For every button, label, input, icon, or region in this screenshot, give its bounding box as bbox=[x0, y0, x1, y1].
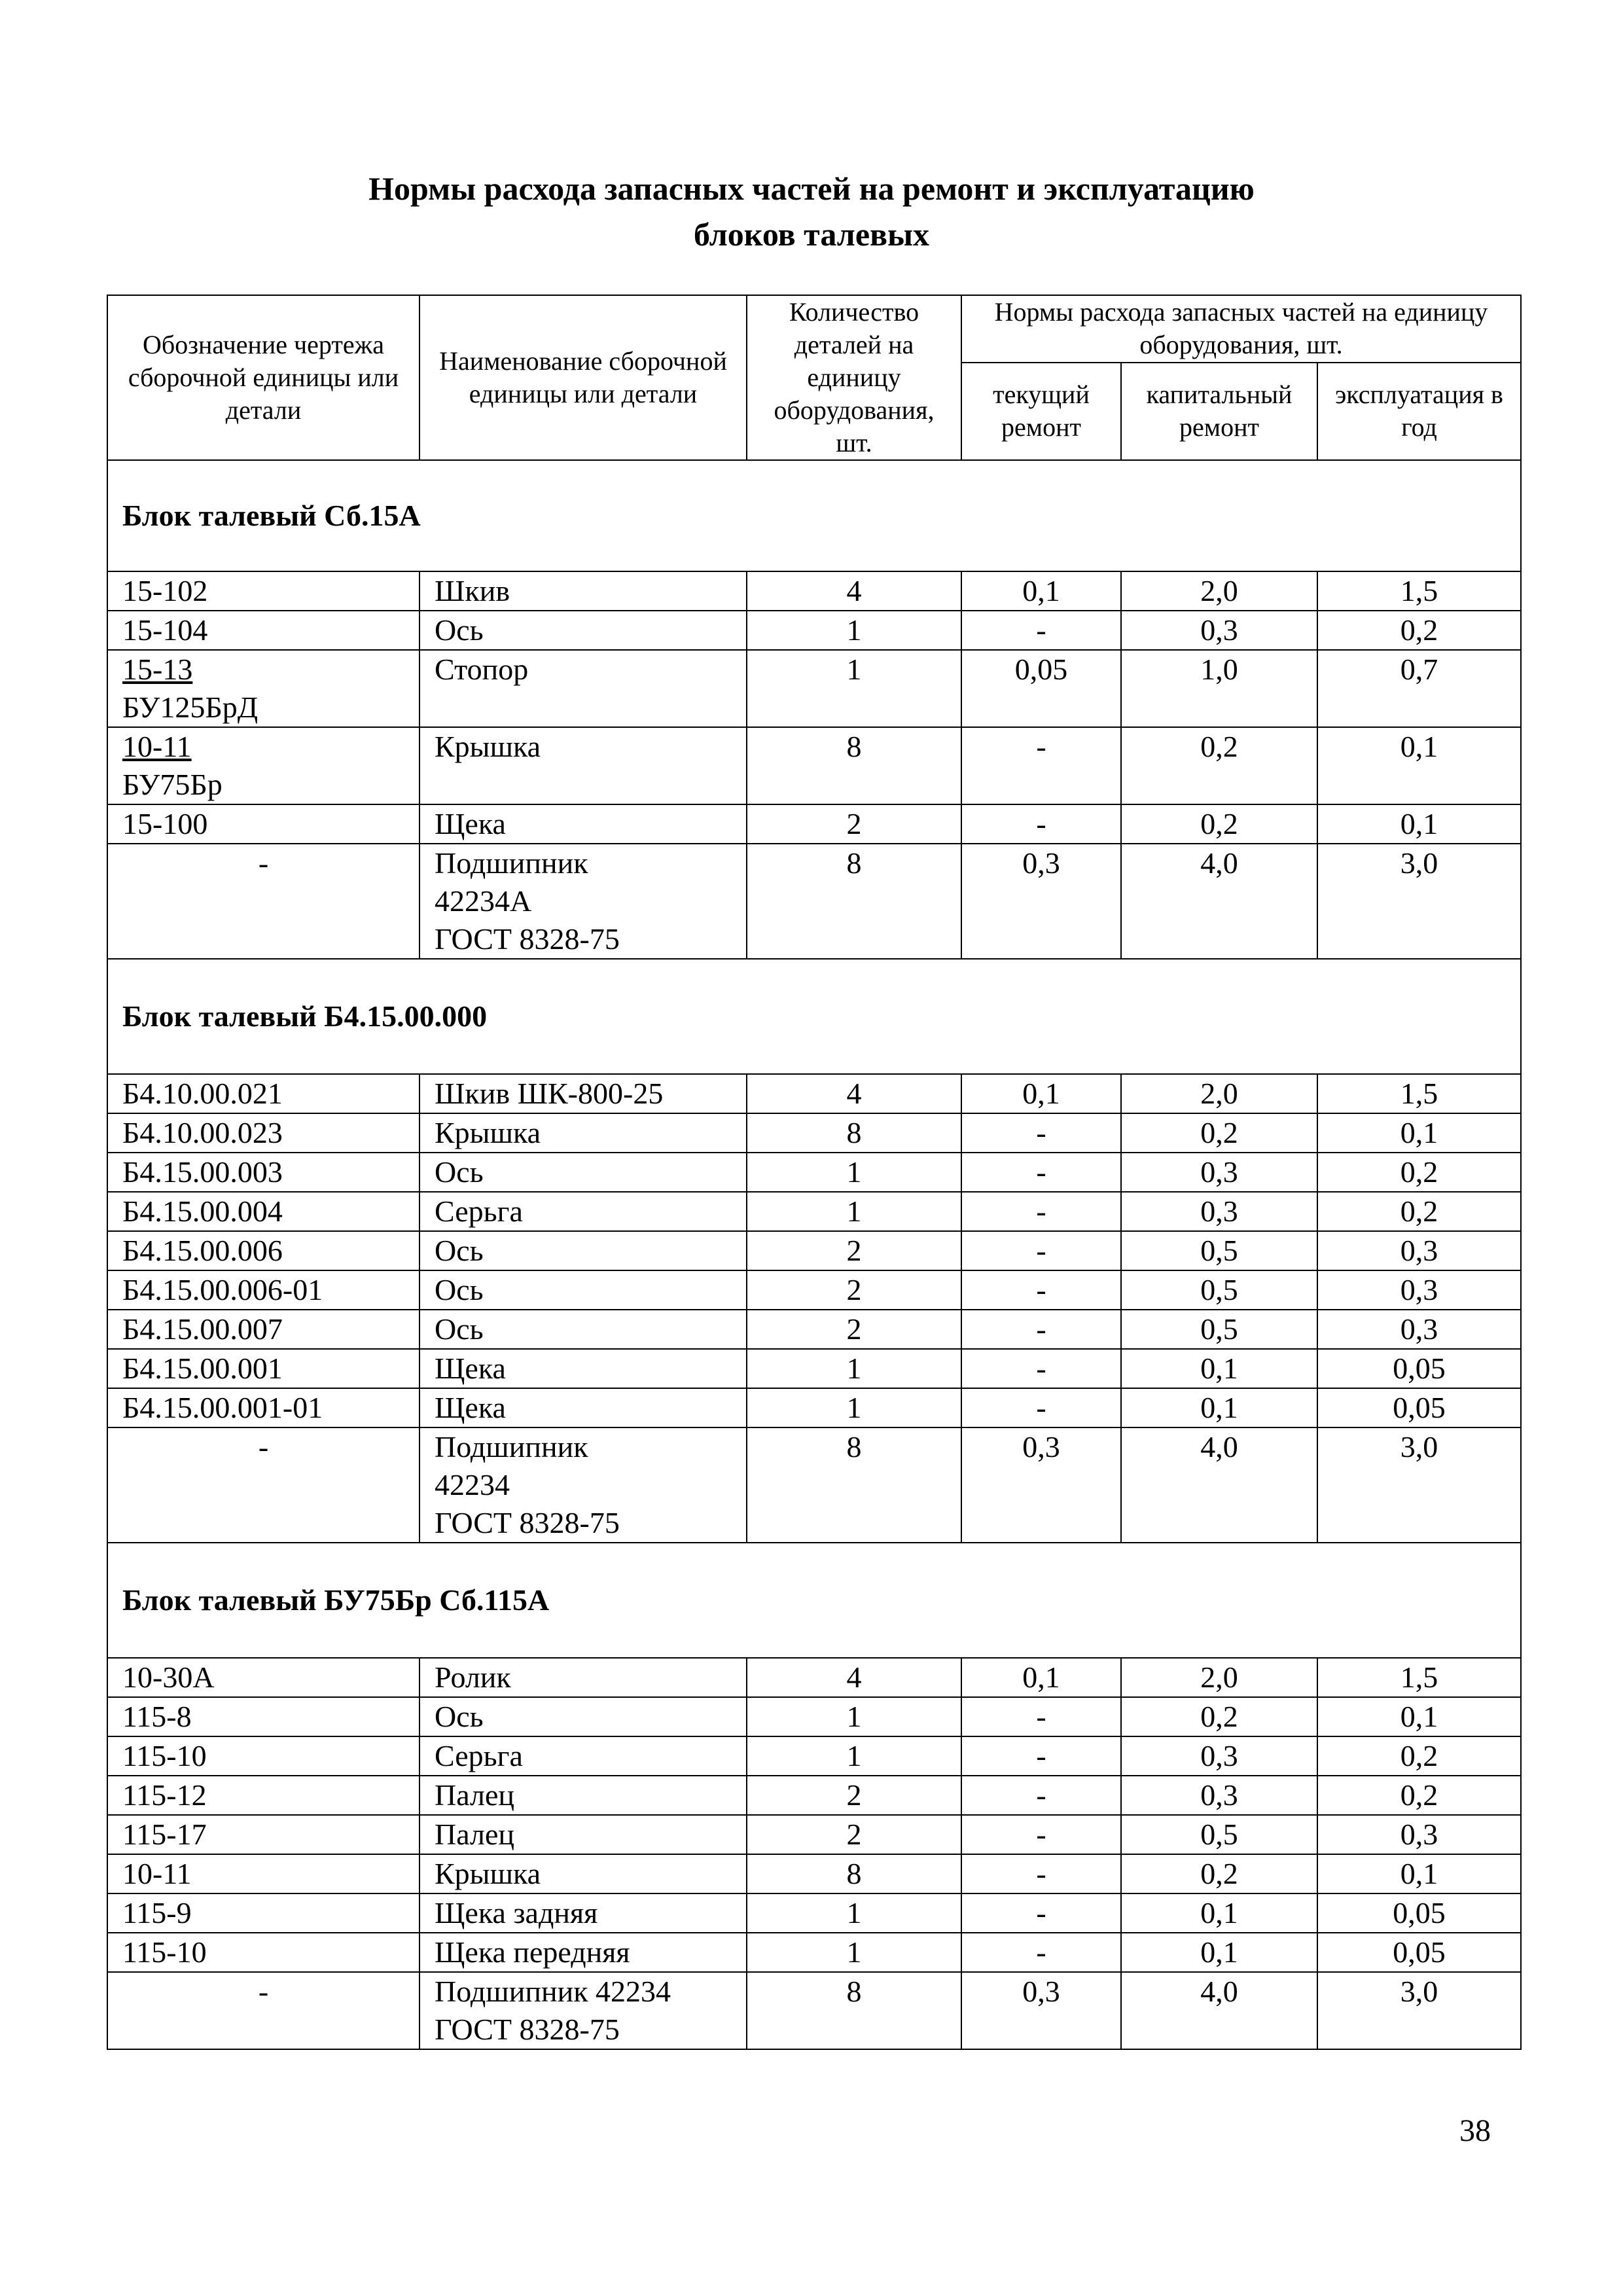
quantity-cell: 1 bbox=[747, 1893, 961, 1933]
page-title: Нормы расхода запасных частей на ремонт и эксплуатацию bbox=[368, 170, 1255, 207]
drawing-code: 10-11 bbox=[122, 730, 192, 763]
annual-operation-cell: 0,2 bbox=[1317, 611, 1521, 650]
drawing-code-cell bbox=[107, 1113, 419, 1153]
current-repair-cell: - bbox=[961, 1736, 1121, 1776]
quantity-cell: 1 bbox=[747, 650, 961, 727]
item-name-cell bbox=[419, 1074, 747, 1113]
item-name-cell bbox=[419, 1736, 747, 1776]
current-repair-cell: - bbox=[961, 1270, 1121, 1310]
table-row bbox=[107, 804, 1521, 844]
capital-repair-cell: 2,0 bbox=[1121, 571, 1317, 611]
quantity-cell: 8 bbox=[747, 1972, 961, 2049]
item-name: Щека bbox=[435, 1391, 506, 1424]
capital-repair-cell: 0,1 bbox=[1121, 1893, 1317, 1933]
current-repair-cell: - bbox=[961, 1697, 1121, 1736]
item-name: Ось bbox=[435, 1234, 484, 1267]
current-repair-cell: - bbox=[961, 1933, 1121, 1972]
annual-operation-cell: 0,1 bbox=[1317, 804, 1521, 844]
item-name: Щека bbox=[435, 807, 506, 840]
item-name-line3: ГОСТ 8328-75 bbox=[435, 1506, 620, 1539]
item-name: Палец bbox=[435, 1818, 515, 1851]
section-header-row bbox=[107, 1543, 1521, 1658]
item-name-cell bbox=[419, 1113, 747, 1153]
annual-operation-cell: 1,5 bbox=[1317, 1658, 1521, 1697]
capital-repair-cell: 0,1 bbox=[1121, 1349, 1317, 1388]
drawing-code-cell bbox=[107, 1388, 419, 1427]
current-repair-cell: 0,05 bbox=[961, 650, 1121, 727]
annual-operation-cell: 0,2 bbox=[1317, 1153, 1521, 1192]
current-repair-cell: - bbox=[961, 1192, 1121, 1231]
drawing-code: 10-11 bbox=[122, 1857, 192, 1890]
capital-repair-cell: 4,0 bbox=[1121, 1427, 1317, 1543]
table-row bbox=[107, 727, 1521, 804]
current-repair-cell: - bbox=[961, 1893, 1121, 1933]
drawing-code-secondary: БУ75Бр bbox=[122, 768, 223, 801]
quantity-cell: 1 bbox=[747, 1388, 961, 1427]
item-name-cell bbox=[419, 571, 747, 611]
table-row bbox=[107, 1658, 1521, 1697]
drawing-code-cell bbox=[107, 1972, 419, 2049]
current-repair-cell: - bbox=[961, 1153, 1121, 1192]
section-header-row bbox=[107, 460, 1521, 571]
item-name: Подшипник bbox=[435, 846, 588, 880]
capital-repair-cell: 0,5 bbox=[1121, 1270, 1317, 1310]
page-number: 38 bbox=[1459, 2113, 1491, 2148]
capital-repair-cell: 0,3 bbox=[1121, 1153, 1317, 1192]
item-name-cell bbox=[419, 1388, 747, 1427]
current-repair-cell: - bbox=[961, 804, 1121, 844]
drawing-code-secondary: БУ125БрД bbox=[122, 691, 259, 724]
current-repair-cell: - bbox=[961, 1815, 1121, 1854]
table-row bbox=[107, 1349, 1521, 1388]
quantity-cell: 2 bbox=[747, 1231, 961, 1270]
drawing-code: 115-10 bbox=[122, 1739, 207, 1772]
annual-operation-cell: 0,2 bbox=[1317, 1776, 1521, 1815]
item-name: Щека передняя bbox=[435, 1935, 630, 1969]
drawing-code-cell bbox=[107, 1427, 419, 1543]
current-repair-cell: - bbox=[961, 1776, 1121, 1815]
capital-repair-cell: 0,3 bbox=[1121, 611, 1317, 650]
table-row bbox=[107, 1776, 1521, 1815]
annual-operation-cell: 0,2 bbox=[1317, 1736, 1521, 1776]
annual-operation-cell: 0,3 bbox=[1317, 1231, 1521, 1270]
drawing-code: Б4.15.00.003 bbox=[122, 1155, 283, 1189]
drawing-code-cell bbox=[107, 1349, 419, 1388]
drawing-code: Б4.10.00.021 bbox=[122, 1077, 283, 1110]
table-row bbox=[107, 1231, 1521, 1270]
drawing-code-cell bbox=[107, 650, 419, 727]
item-name: Щека задняя bbox=[435, 1896, 598, 1929]
annual-operation-cell: 3,0 bbox=[1317, 1972, 1521, 2049]
quantity-cell: 2 bbox=[747, 1776, 961, 1815]
quantity-cell: 4 bbox=[747, 1658, 961, 1697]
drawing-code: Б4.15.00.007 bbox=[122, 1312, 283, 1346]
annual-operation-cell: 0,1 bbox=[1317, 1113, 1521, 1153]
item-name: Крышка bbox=[435, 1857, 541, 1890]
capital-repair-cell: 0,1 bbox=[1121, 1388, 1317, 1427]
item-name-cell bbox=[419, 1854, 747, 1893]
table-row bbox=[107, 1192, 1521, 1231]
table-row bbox=[107, 1074, 1521, 1113]
quantity-cell: 8 bbox=[747, 1113, 961, 1153]
header-annual-operation: эксплуатация в год bbox=[1317, 363, 1521, 460]
item-name-cell bbox=[419, 1776, 747, 1815]
capital-repair-cell: 2,0 bbox=[1121, 1658, 1317, 1697]
capital-repair-cell: 0,1 bbox=[1121, 1933, 1317, 1972]
section-title: Блок талевый БУ75Бр Сб.115А bbox=[107, 1543, 1521, 1658]
current-repair-cell: - bbox=[961, 1388, 1121, 1427]
drawing-code: Б4.15.00.001 bbox=[122, 1352, 283, 1385]
header-drawing-code: Обозначение чертежа сборочной единицы или детали bbox=[107, 295, 419, 460]
table-row bbox=[107, 1815, 1521, 1854]
item-name-cell bbox=[419, 727, 747, 804]
annual-operation-cell: 0,3 bbox=[1317, 1270, 1521, 1310]
section-header-row bbox=[107, 959, 1521, 1074]
capital-repair-cell: 0,5 bbox=[1121, 1815, 1317, 1854]
quantity-cell: 1 bbox=[747, 1736, 961, 1776]
annual-operation-cell: 3,0 bbox=[1317, 844, 1521, 959]
drawing-code: 115-8 bbox=[122, 1700, 192, 1733]
current-repair-cell: - bbox=[961, 1854, 1121, 1893]
current-repair-cell: - bbox=[961, 1349, 1121, 1388]
annual-operation-cell: 0,1 bbox=[1317, 1697, 1521, 1736]
item-name: Ось bbox=[435, 1700, 484, 1733]
drawing-code-cell bbox=[107, 1893, 419, 1933]
item-name: Крышка bbox=[435, 730, 541, 763]
item-name: Шкив bbox=[435, 574, 510, 607]
current-repair-cell: 0,3 bbox=[961, 844, 1121, 959]
item-name-cell bbox=[419, 844, 747, 959]
annual-operation-cell: 0,05 bbox=[1317, 1388, 1521, 1427]
table-row bbox=[107, 1113, 1521, 1153]
section-title: Блок талевый Сб.15А bbox=[107, 460, 1521, 571]
table-row bbox=[107, 650, 1521, 727]
item-name: Ось bbox=[435, 1273, 484, 1306]
item-name-line2: 42234 bbox=[435, 1468, 510, 1501]
current-repair-cell: 0,3 bbox=[961, 1427, 1121, 1543]
drawing-code: Б4.15.00.006-01 bbox=[122, 1273, 323, 1306]
item-name-cell bbox=[419, 1893, 747, 1933]
table-row bbox=[107, 571, 1521, 611]
annual-operation-cell: 0,05 bbox=[1317, 1933, 1521, 1972]
drawing-code-cell bbox=[107, 1697, 419, 1736]
annual-operation-cell: 0,05 bbox=[1317, 1893, 1521, 1933]
table-row bbox=[107, 844, 1521, 959]
item-name: Ось bbox=[435, 1312, 484, 1346]
drawing-code-cell bbox=[107, 1310, 419, 1349]
quantity-cell: 1 bbox=[747, 1153, 961, 1192]
drawing-code: Б4.15.00.001-01 bbox=[122, 1391, 323, 1424]
drawing-code-cell bbox=[107, 571, 419, 611]
drawing-code-cell bbox=[107, 727, 419, 804]
current-repair-cell: 0,1 bbox=[961, 1074, 1121, 1113]
drawing-code-cell bbox=[107, 1658, 419, 1697]
annual-operation-cell: 0,1 bbox=[1317, 727, 1521, 804]
current-repair-cell: - bbox=[961, 1310, 1121, 1349]
item-name-cell bbox=[419, 611, 747, 650]
quantity-cell: 4 bbox=[747, 571, 961, 611]
item-name-line3: ГОСТ 8328-75 bbox=[435, 922, 620, 956]
table-row bbox=[107, 1153, 1521, 1192]
quantity-cell: 1 bbox=[747, 1349, 961, 1388]
capital-repair-cell: 0,3 bbox=[1121, 1776, 1317, 1815]
capital-repair-cell: 2,0 bbox=[1121, 1074, 1317, 1113]
table-row bbox=[107, 1893, 1521, 1933]
quantity-cell: 8 bbox=[747, 1427, 961, 1543]
drawing-code-cell bbox=[107, 1854, 419, 1893]
drawing-code-cell bbox=[107, 1270, 419, 1310]
drawing-code-cell bbox=[107, 1231, 419, 1270]
capital-repair-cell: 1,0 bbox=[1121, 650, 1317, 727]
drawing-code: 15-102 bbox=[122, 574, 208, 607]
quantity-cell: 4 bbox=[747, 1074, 961, 1113]
drawing-code-cell bbox=[107, 1192, 419, 1231]
item-name: Щека bbox=[435, 1352, 506, 1385]
item-name: Шкив ШК-800-25 bbox=[435, 1077, 664, 1110]
capital-repair-cell: 4,0 bbox=[1121, 1972, 1317, 2049]
capital-repair-cell: 0,3 bbox=[1121, 1192, 1317, 1231]
drawing-code: - bbox=[258, 1430, 269, 1463]
drawing-code-cell bbox=[107, 844, 419, 959]
capital-repair-cell: 0,2 bbox=[1121, 804, 1317, 844]
annual-operation-cell: 0,1 bbox=[1317, 1854, 1521, 1893]
section-title: Блок талевый Б4.15.00.000 bbox=[107, 959, 1521, 1074]
table-row bbox=[107, 1270, 1521, 1310]
quantity-cell: 2 bbox=[747, 1310, 961, 1349]
annual-operation-cell: 0,3 bbox=[1317, 1815, 1521, 1854]
table-row bbox=[107, 611, 1521, 650]
capital-repair-cell: 0,2 bbox=[1121, 1854, 1317, 1893]
quantity-cell: 8 bbox=[747, 1854, 961, 1893]
annual-operation-cell: 0,3 bbox=[1317, 1310, 1521, 1349]
item-name-cell bbox=[419, 1933, 747, 1972]
drawing-code: Б4.15.00.006 bbox=[122, 1234, 283, 1267]
header-item-name: Наименование сборочной единицы или детали bbox=[419, 295, 747, 460]
current-repair-cell: 0,1 bbox=[961, 571, 1121, 611]
current-repair-cell: 0,3 bbox=[961, 1972, 1121, 2049]
drawing-code-cell bbox=[107, 1815, 419, 1854]
item-name-cell bbox=[419, 1231, 747, 1270]
drawing-code-cell bbox=[107, 1736, 419, 1776]
header-capital-repair: капитальный ремонт bbox=[1121, 363, 1317, 460]
header-quantity: Количество деталей на единицу оборудования, шт. bbox=[747, 295, 961, 460]
drawing-code: 115-9 bbox=[122, 1896, 192, 1929]
annual-operation-cell: 1,5 bbox=[1317, 1074, 1521, 1113]
header-row bbox=[107, 295, 1521, 363]
capital-repair-cell: 0,2 bbox=[1121, 1697, 1317, 1736]
item-name-cell bbox=[419, 1972, 747, 2049]
drawing-code-cell bbox=[107, 1153, 419, 1192]
item-name-line2: 42234А bbox=[435, 884, 532, 918]
capital-repair-cell: 0,5 bbox=[1121, 1310, 1317, 1349]
annual-operation-cell: 1,5 bbox=[1317, 571, 1521, 611]
drawing-code: 15-13 bbox=[122, 653, 193, 686]
annual-operation-cell: 0,7 bbox=[1317, 650, 1521, 727]
table-row bbox=[107, 1972, 1521, 2049]
current-repair-cell: - bbox=[961, 1231, 1121, 1270]
item-name-cell bbox=[419, 1815, 747, 1854]
quantity-cell: 2 bbox=[747, 1815, 961, 1854]
header-norms-group: Нормы расхода запасных частей на единицу оборудования, шт. bbox=[961, 295, 1521, 363]
item-name-cell bbox=[419, 1697, 747, 1736]
drawing-code: 15-100 bbox=[122, 807, 208, 840]
capital-repair-cell: 0,2 bbox=[1121, 727, 1317, 804]
item-name-cell bbox=[419, 1349, 747, 1388]
quantity-cell: 2 bbox=[747, 1270, 961, 1310]
drawing-code: 115-17 bbox=[122, 1818, 207, 1851]
annual-operation-cell: 3,0 bbox=[1317, 1427, 1521, 1543]
quantity-cell: 2 bbox=[747, 804, 961, 844]
drawing-code: 115-12 bbox=[122, 1778, 207, 1812]
capital-repair-cell: 0,5 bbox=[1121, 1231, 1317, 1270]
table-row bbox=[107, 1933, 1521, 1972]
item-name-cell bbox=[419, 1658, 747, 1697]
item-name: Ось bbox=[435, 613, 484, 647]
capital-repair-cell: 0,2 bbox=[1121, 1113, 1317, 1153]
item-name-cell bbox=[419, 1310, 747, 1349]
item-name: Подшипник 42234 bbox=[435, 1975, 671, 2008]
page-subtitle: блоков талевых bbox=[693, 216, 930, 253]
item-name: Крышка bbox=[435, 1116, 541, 1149]
item-name-cell bbox=[419, 650, 747, 727]
table-row bbox=[107, 1854, 1521, 1893]
drawing-code-cell bbox=[107, 1933, 419, 1972]
item-name: Ролик bbox=[435, 1660, 511, 1694]
annual-operation-cell: 0,2 bbox=[1317, 1192, 1521, 1231]
table-row bbox=[107, 1736, 1521, 1776]
quantity-cell: 8 bbox=[747, 844, 961, 959]
header-current-repair: текущий ремонт bbox=[961, 363, 1121, 460]
drawing-code-cell bbox=[107, 1074, 419, 1113]
item-name-cell bbox=[419, 804, 747, 844]
table-row bbox=[107, 1388, 1521, 1427]
item-name-cell bbox=[419, 1153, 747, 1192]
quantity-cell: 1 bbox=[747, 1933, 961, 1972]
item-name-cell bbox=[419, 1270, 747, 1310]
quantity-cell: 1 bbox=[747, 1192, 961, 1231]
drawing-code: - bbox=[258, 1975, 269, 2008]
norms-table bbox=[107, 295, 1522, 2050]
drawing-code-cell bbox=[107, 1776, 419, 1815]
item-name-cell bbox=[419, 1427, 747, 1543]
drawing-code-cell bbox=[107, 804, 419, 844]
drawing-code: 115-10 bbox=[122, 1935, 207, 1969]
table-row bbox=[107, 1427, 1521, 1543]
item-name-cell bbox=[419, 1192, 747, 1231]
current-repair-cell: - bbox=[961, 611, 1121, 650]
annual-operation-cell: 0,05 bbox=[1317, 1349, 1521, 1388]
drawing-code-cell bbox=[107, 611, 419, 650]
table-row bbox=[107, 1697, 1521, 1736]
current-repair-cell: - bbox=[961, 1113, 1121, 1153]
drawing-code: Б4.15.00.004 bbox=[122, 1194, 283, 1228]
table-row bbox=[107, 1310, 1521, 1349]
current-repair-cell: 0,1 bbox=[961, 1658, 1121, 1697]
item-name: Ось bbox=[435, 1155, 484, 1189]
drawing-code: Б4.10.00.023 bbox=[122, 1116, 283, 1149]
capital-repair-cell: 0,3 bbox=[1121, 1736, 1317, 1776]
drawing-code: 10-30А bbox=[122, 1660, 215, 1694]
capital-repair-cell: 4,0 bbox=[1121, 844, 1317, 959]
item-name: Стопор bbox=[435, 653, 529, 686]
current-repair-cell: - bbox=[961, 727, 1121, 804]
item-name: Подшипник bbox=[435, 1430, 588, 1463]
item-name: Серьга bbox=[435, 1194, 523, 1228]
drawing-code: 15-104 bbox=[122, 613, 208, 647]
quantity-cell: 8 bbox=[747, 727, 961, 804]
quantity-cell: 1 bbox=[747, 611, 961, 650]
item-name-line2: ГОСТ 8328-75 bbox=[435, 2013, 620, 2046]
drawing-code: - bbox=[258, 846, 269, 880]
item-name: Серьга bbox=[435, 1739, 523, 1772]
quantity-cell: 1 bbox=[747, 1697, 961, 1736]
item-name: Палец bbox=[435, 1778, 515, 1812]
